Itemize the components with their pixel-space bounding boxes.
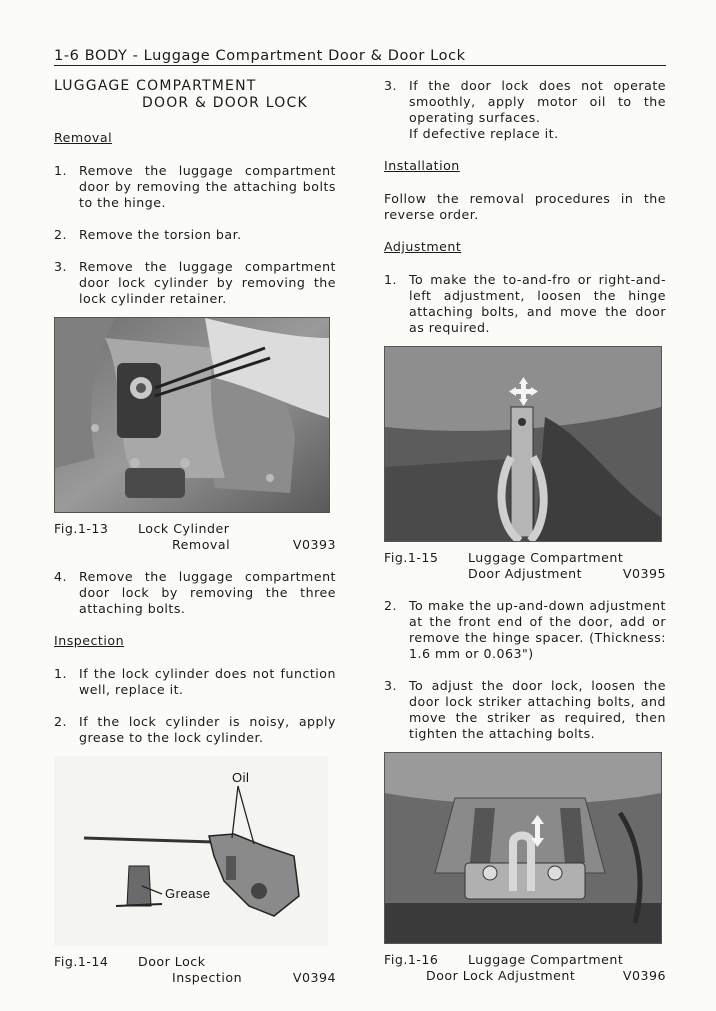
removal-step-3 [54, 259, 336, 307]
fig-1-13-caption [54, 521, 336, 553]
step-text-cont: If defective replace it. [409, 126, 559, 141]
fig-1-13-photo [54, 317, 330, 513]
step-text-wrap [409, 78, 666, 142]
removal-step-1 [54, 163, 336, 211]
removal-heading: Removal [54, 130, 113, 145]
fig-number: Fig.1-15 [384, 550, 439, 565]
fig-1-16-photo [384, 752, 662, 944]
step-number: 1. [384, 272, 398, 287]
grease-label: Grease [165, 886, 211, 901]
adjustment-step-2 [384, 598, 666, 662]
section-title-line2: DOOR & DOOR LOCK [142, 95, 308, 111]
fig-caption-line2 [54, 537, 336, 553]
fig-code: V0395 [622, 566, 666, 581]
fig-1-15-caption [384, 550, 666, 582]
fig-caption-line2 [384, 566, 666, 582]
left-column [54, 78, 336, 1002]
step-text: To make the to-and-fro or right-and-left adjustment, loosen the hinge attaching bolts, and move the door as required. [409, 272, 666, 335]
fig-code: V0393 [292, 537, 336, 552]
step-text: If the door lock does not operate smoothly, apply motor oil to the operating surfaces. [409, 78, 666, 125]
removal-step-2 [54, 227, 336, 243]
step-number: 2. [54, 714, 68, 729]
inspection-step-1 [54, 666, 336, 698]
installation-text: Follow the removal procedures in the reverse order. [384, 191, 666, 222]
step-text: Remove the luggage compartment door lock by removing the three attaching bolts. [79, 569, 336, 616]
adjustment-heading: Adjustment [384, 239, 462, 254]
fig-title: Luggage Compartment [468, 952, 624, 967]
step-number: 3. [384, 678, 398, 693]
step-number: 2. [54, 227, 68, 242]
fig-number: Fig.1-13 [54, 521, 109, 536]
fig-code: V0394 [292, 970, 336, 985]
adjustment-step-3 [384, 678, 666, 742]
step-text: If the lock cylinder is noisy, apply grease to the lock cylinder. [79, 714, 336, 745]
step-number: 3. [54, 259, 68, 274]
fig-number: Fig.1-16 [384, 952, 439, 967]
step-number: 3. [384, 78, 398, 93]
fig-title: Door Lock [138, 954, 206, 969]
fig-1-14-caption [54, 954, 336, 986]
step-text: If the lock cylinder does not function well, replace it. [79, 666, 336, 697]
fig-1-16-caption [384, 952, 666, 984]
oil-label: Oil [232, 770, 250, 785]
fig-caption-line2 [384, 968, 666, 984]
section-title-line1: LUGGAGE COMPARTMENT [54, 78, 257, 94]
fig-title-cont: Door Adjustment [468, 566, 583, 581]
section-title [54, 78, 336, 112]
step-text: To adjust the door lock, loosen the door lock striker attaching bolts, and move the striker as required, then tighten the attaching bolts. [409, 678, 666, 741]
page-header: 1-6 BODY - Luggage Compartment Door & Door Lock [54, 48, 666, 66]
inspection-heading: Inspection [54, 633, 125, 648]
fig-title: Lock Cylinder [138, 521, 230, 536]
right-column [384, 78, 666, 1000]
fig-caption-line2 [54, 970, 336, 986]
step-text: Remove the luggage compartment door by removing the attaching bolts to the hinge. [79, 163, 336, 210]
fig-code: V0396 [622, 968, 666, 983]
removal-step-4 [54, 569, 336, 617]
step-text: Remove the luggage compartment door lock cylinder by removing the lock cylinder retainer. [79, 259, 336, 306]
fig-title-cont: Removal [172, 537, 231, 552]
step-number: 1. [54, 666, 68, 681]
installation-heading: Installation [384, 158, 460, 173]
inspection-step-3 [384, 78, 666, 142]
fig-1-14-illustration [54, 756, 328, 946]
fig-number: Fig.1-14 [54, 954, 109, 969]
fig-title: Luggage Compartment [468, 550, 624, 565]
fig-title-cont: Door Lock Adjustment [426, 968, 576, 983]
step-text: To make the up-and-down adjustment at the front end of the door, add or remove the hinge spacer. (Thickness: 1.6 mm or 0.063") [409, 598, 666, 661]
fig-1-15-photo [384, 346, 662, 542]
step-number: 2. [384, 598, 398, 613]
fig-title-cont: Inspection [172, 970, 243, 985]
step-text: Remove the torsion bar. [79, 227, 242, 242]
step-number: 4. [54, 569, 68, 584]
step-number: 1. [54, 163, 68, 178]
adjustment-step-1 [384, 272, 666, 336]
inspection-step-2 [54, 714, 336, 746]
